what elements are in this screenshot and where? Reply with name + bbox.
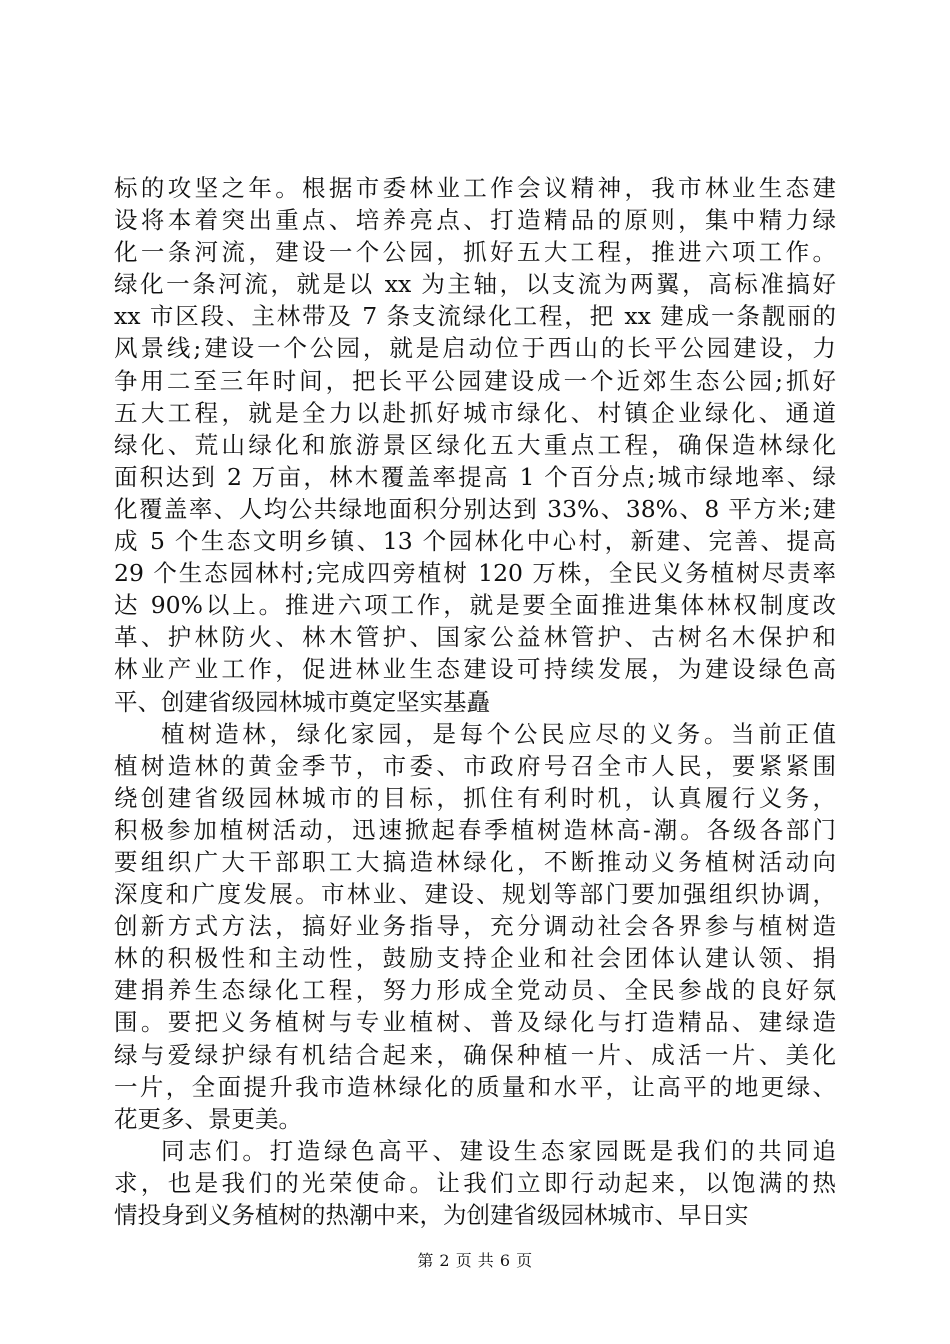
paragraph [114, 172, 836, 718]
text-line: 一片，全面提升我市造林绿化的质量和水平，让高平的地更绿、 [114, 1072, 836, 1101]
text-line: 建捐养生态绿化工程，努力形成全党动员、全民参战的良好氛 [114, 976, 836, 1005]
text-line: 风景线;建设一个公园，就是启动位于西山的长平公园建设，力 [114, 334, 836, 363]
text-line: 植树造林，绿化家园，是每个公民应尽的义务。当前正值 [161, 719, 836, 748]
text-line: 达 90%以上。推进六项工作，就是要全面推进集体林权制度改 [114, 591, 836, 620]
text-line: 设将本着突出重点、培养亮点、打造精品的原则，集中精力绿 [114, 206, 836, 235]
text-line: 绿化一条河流，就是以 xx 为主轴，以支流为两翼，高标准搞好 [114, 270, 836, 299]
text-line: 五大工程，就是全力以赴抓好城市绿化、村镇企业绿化、通道 [114, 398, 836, 427]
text-line: 成 5 个生态文明乡镇、13 个园林化中心村，新建、完善、提高 [114, 527, 836, 556]
text-line: 29 个生态园林村;完成四旁植树 120 万株，全民义务植树尽责率 [114, 559, 836, 588]
document-body [114, 172, 836, 1231]
text-line: 革、护林防火、林木管护、国家公益林管护、古树名木保护和 [114, 623, 836, 652]
text-line: 求，也是我们的光荣使命。让我们立即行动起来，以饱满的热 [114, 1168, 836, 1197]
text-line: 林业产业工作，促进林业生态建设可持续发展，为建设绿色高 [114, 655, 836, 684]
text-line: 创新方式方法，搞好业务指导，充分调动社会各界参与植树造 [114, 912, 836, 941]
text-line: 面积达到 2 万亩，林木覆盖率提高 1 个百分点;城市绿地率、绿 [114, 462, 836, 491]
text-line: 积极参加植树活动，迅速掀起春季植树造林高-潮。各级各部门 [114, 815, 836, 844]
text-line: 情投身到义务植树的热潮中来，为创建省级园林城市、早日实 [114, 1201, 749, 1229]
text-line: 植树造林的黄金季节，市委、市政府号召全市人民，要紧紧围 [114, 751, 836, 780]
paragraph [114, 718, 836, 1135]
page-footer: 第 2 页 共 6 页 [417, 1251, 533, 1270]
text-line: 化覆盖率、人均公共绿地面积分别达到 33%、38%、8 平方米;建 [114, 494, 836, 523]
text-line: 绕创建省级园林城市的目标，抓住有利时机，认真履行义务， [114, 783, 836, 812]
text-line: 同志们。打造绿色高平、建设生态家园既是我们的共同追 [161, 1136, 836, 1165]
text-line: xx 市区段、主林带及 7 条支流绿化工程，把 xx 建成一条靓丽的 [114, 302, 836, 331]
text-line: 深度和广度发展。市林业、建设、规划等部门要加强组织协调， [114, 880, 836, 909]
text-line: 林的积极性和主动性，鼓励支持企业和社会团体认建认领、捐 [114, 944, 836, 973]
text-line: 花更多、景更美。 [114, 1104, 302, 1133]
text-line: 围。要把义务植树与专业植树、普及绿化与打造精品、建绿造 [114, 1008, 836, 1037]
text-line: 平、创建省级园林城市奠定坚实基矗 [114, 687, 490, 716]
text-line: 绿与爱绿护绿有机结合起来，确保种植一片、成活一片、美化 [114, 1040, 836, 1069]
text-line: 要组织广大干部职工大搞造林绿化，不断推动义务植树活动向 [114, 847, 836, 876]
text-line: 绿化、荒山绿化和旅游景区绿化五大重点工程，确保造林绿化 [114, 430, 836, 459]
text-line: 争用二至三年时间，把长平公园建设成一个近郊生态公园;抓好 [114, 366, 836, 395]
text-line: 化一条河流，建设一个公园，抓好五大工程，推进六项工作。 [114, 238, 836, 267]
text-line: 标的攻坚之年。根据市委林业工作会议精神，我市林业生态建 [114, 174, 836, 202]
paragraph [114, 1135, 836, 1231]
